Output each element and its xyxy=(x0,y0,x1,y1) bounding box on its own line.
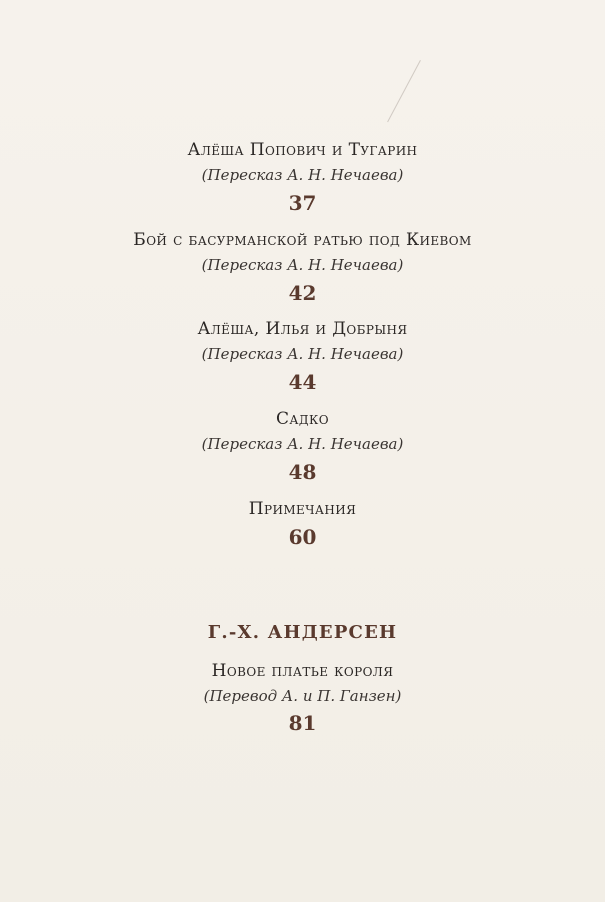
toc-entry-subtitle: (Пересказ А. Н. Нечаева) xyxy=(201,256,404,274)
toc-entry-page: 42 xyxy=(288,281,317,305)
toc-entry-title: Бой с басурманской ратью под Киевом xyxy=(133,230,472,250)
toc-entry-title: Алёша Попович и Тугарин xyxy=(187,140,418,160)
toc-entry-subtitle: (Пересказ А. Н. Нечаева) xyxy=(201,345,404,363)
author-heading: Г.-Х. АНДЕРСЕН xyxy=(207,622,398,643)
toc-entry-page: 60 xyxy=(288,525,317,549)
toc-entry-subtitle: (Пересказ А. Н. Нечаева) xyxy=(201,166,404,184)
toc-entry-title: Садко xyxy=(276,409,329,429)
toc-entry-subtitle: (Пересказ А. Н. Нечаева) xyxy=(201,435,404,453)
paper-crease xyxy=(387,60,421,122)
toc-entry-title: Алёша, Илья и Добрыня xyxy=(197,319,408,339)
toc-entry-title: Новое платье короля xyxy=(211,661,394,681)
toc-entry-page: 37 xyxy=(288,191,317,215)
toc-entry-page: 44 xyxy=(288,370,317,394)
toc-entry-title: Примечания xyxy=(248,499,357,519)
toc-entry-page: 81 xyxy=(288,711,317,735)
toc-entry-subtitle: (Перевод А. и П. Ганзен) xyxy=(203,687,402,705)
toc-entry-page: 48 xyxy=(288,460,317,484)
